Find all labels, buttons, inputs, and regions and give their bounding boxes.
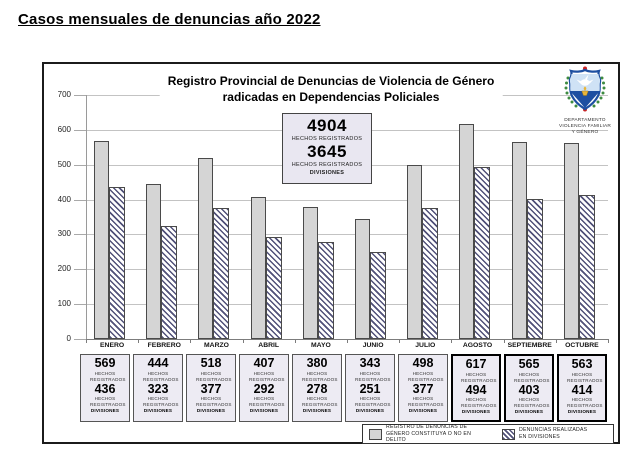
stat-divisiones-label: HECHOS REGISTRADOS	[567, 397, 603, 409]
chart-title	[160, 73, 503, 105]
y-tick-100	[74, 304, 86, 305]
y-axis-label-0: 0	[66, 334, 71, 343]
month-label-septiembre: SEPTIEMBRE	[507, 342, 552, 349]
stat-registered-value: 518	[200, 356, 222, 370]
shield-crest-icon	[563, 66, 607, 112]
totals-registered-value: 4904	[307, 116, 347, 135]
stat-divisiones-sublabel: DIVISIONES	[302, 408, 332, 414]
bar-registered-octubre	[564, 143, 579, 339]
y-tick-200	[74, 269, 86, 270]
y-axis-label-700: 700	[57, 90, 71, 99]
stat-divisiones-label: HECHOS REGISTRADOS	[249, 396, 285, 408]
stat-divisiones-value: 292	[253, 381, 275, 396]
totals-divisiones-value: 3645	[307, 142, 347, 162]
stat-registered-value: 569	[94, 356, 116, 370]
totals-registered-label: HECHOS REGISTRADOS	[291, 135, 363, 142]
y-tick-0	[74, 339, 86, 340]
stat-divisiones-sublabel: DIVISIONES	[567, 409, 597, 415]
stat-registered-value: 565	[518, 357, 540, 371]
stat-divisiones-sublabel: DIVISIONES	[514, 409, 544, 415]
month-stat-box-octubre	[557, 354, 607, 422]
stat-divisiones-sublabel: DIVISIONES	[461, 409, 491, 415]
legend-label-registered: REGISTRO DE DENUNCIAS DE GÉNERO CONSTITUYA O NO EN DELITO	[386, 423, 472, 444]
bar-registered-mayo	[303, 207, 318, 339]
stat-registered-label: HECHOS REGISTRADOS	[196, 370, 232, 382]
month-stat-box-marzo	[186, 354, 236, 422]
y-tick-300	[74, 234, 86, 235]
stat-divisiones-label: HECHOS REGISTRADOS	[514, 397, 550, 409]
stat-registered-label: HECHOS REGISTRADOS	[302, 370, 338, 382]
bar-divisiones-abril	[266, 237, 282, 339]
month-label-octubre: OCTUBRE	[565, 342, 599, 349]
stat-divisiones-value: 436	[94, 381, 116, 396]
chart-title-line1: Registro Provincial de Denuncias de Violencia de Género	[167, 74, 495, 88]
stat-divisiones-value: 377	[412, 381, 434, 396]
legend-label-divisiones: DENUNCIAS REALIZADAS EN DIVISIONES	[519, 427, 588, 440]
department-crest-logo	[542, 66, 628, 137]
y-tick-700	[74, 95, 86, 96]
legend-box	[362, 424, 614, 444]
stat-divisiones-label: HECHOS REGISTRADOS	[355, 396, 391, 408]
stat-divisiones-value: 403	[518, 382, 540, 397]
month-stat-box-junio	[345, 354, 395, 422]
legend-item-divisiones	[502, 427, 595, 441]
bar-registered-julio	[407, 165, 422, 339]
logo-caption-line2: VIOLENCIA FAMILIAR	[558, 124, 612, 130]
month-label-agosto: AGOSTO	[462, 342, 493, 349]
stat-divisiones-sublabel: DIVISIONES	[249, 408, 279, 414]
month-stat-box-julio	[398, 354, 448, 422]
month-label-marzo: MARZO	[204, 342, 229, 349]
stat-registered-label: HECHOS REGISTRADOS	[355, 370, 391, 382]
bar-divisiones-mayo	[318, 242, 334, 339]
month-stat-box-abril	[239, 354, 289, 422]
month-stat-box-febrero	[133, 354, 183, 422]
month-label-julio: JULIO	[415, 342, 436, 349]
totals-divisiones-sublabel: DIVISIONES	[309, 170, 345, 177]
y-tick-400	[74, 200, 86, 201]
y-tick-500	[74, 165, 86, 166]
stat-registered-value: 563	[571, 357, 593, 371]
bar-divisiones-marzo	[213, 208, 229, 339]
legend-swatch-solid-icon	[369, 429, 382, 440]
stat-registered-value: 444	[147, 356, 169, 370]
y-axis-label-400: 400	[57, 194, 71, 204]
bar-divisiones-octubre	[579, 195, 595, 339]
stat-registered-value: 407	[253, 356, 275, 370]
y-axis-label-600: 600	[57, 124, 71, 134]
legend-swatch-hatch-icon	[502, 429, 515, 440]
stat-divisiones-label: HECHOS REGISTRADOS	[461, 397, 497, 409]
y-tick-600	[74, 130, 86, 131]
stat-divisiones-label: HECHOS REGISTRADOS	[143, 396, 179, 408]
month-label-junio: JUNIO	[362, 342, 384, 349]
y-axis-label-300: 300	[57, 229, 71, 239]
stat-divisiones-value: 278	[306, 381, 328, 396]
stat-divisiones-label: HECHOS REGISTRADOS	[196, 396, 232, 408]
logo-caption-line3: Y GÉNERO	[571, 130, 599, 136]
month-stat-box-agosto	[451, 354, 501, 422]
stat-divisiones-sublabel: DIVISIONES	[143, 408, 173, 414]
chart-figure	[42, 62, 620, 444]
page-title: Casos mensuales de denuncias año 2022	[18, 11, 321, 28]
bar-registered-septiembre	[512, 142, 527, 339]
stat-divisiones-sublabel: DIVISIONES	[196, 408, 226, 414]
month-label-abril: ABRIL	[258, 342, 280, 349]
stat-registered-value: 343	[359, 356, 381, 370]
y-axis-label-500: 500	[57, 159, 71, 169]
stat-divisiones-sublabel: DIVISIONES	[355, 408, 385, 414]
bar-registered-enero	[94, 141, 109, 339]
bar-divisiones-septiembre	[527, 199, 543, 339]
legend-item-registered	[369, 424, 490, 444]
x-tick	[608, 339, 609, 343]
totals-divisiones-label: HECHOS REGISTRADOS	[291, 161, 363, 168]
stat-registered-label: HECHOS REGISTRADOS	[143, 370, 179, 382]
stat-divisiones-label: HECHOS REGISTRADOS	[408, 396, 444, 408]
bar-registered-abril	[251, 197, 266, 339]
stat-registered-label: HECHOS REGISTRADOS	[408, 370, 444, 382]
totals-box	[282, 113, 372, 184]
stat-divisiones-value: 377	[200, 381, 222, 396]
logo-caption	[542, 118, 628, 137]
stat-divisiones-sublabel: DIVISIONES	[90, 408, 120, 414]
month-stat-box-septiembre	[504, 354, 554, 422]
month-label-mayo: MAYO	[311, 342, 331, 349]
bar-registered-agosto	[459, 124, 474, 339]
bar-registered-junio	[355, 219, 370, 339]
month-stat-box-enero	[80, 354, 130, 422]
y-axis-label-100: 100	[57, 299, 71, 309]
month-label-febrero: FEBRERO	[147, 342, 181, 349]
bar-divisiones-agosto	[474, 167, 490, 339]
y-axis-label-200: 200	[57, 264, 71, 274]
stat-divisiones-label: HECHOS REGISTRADOS	[90, 396, 126, 408]
bar-registered-febrero	[146, 184, 161, 339]
bar-divisiones-julio	[422, 208, 438, 339]
stat-divisiones-value: 323	[147, 381, 169, 396]
stat-registered-value: 498	[412, 356, 434, 370]
bar-divisiones-enero	[109, 187, 125, 339]
bar-registered-marzo	[198, 158, 213, 339]
stat-divisiones-sublabel: DIVISIONES	[408, 408, 438, 414]
stat-divisiones-value: 494	[465, 382, 487, 397]
stat-divisiones-value: 251	[359, 381, 381, 396]
stat-divisiones-label: HECHOS REGISTRADOS	[302, 396, 338, 408]
y-axis-line	[86, 95, 87, 339]
stat-registered-value: 617	[465, 357, 487, 371]
stat-registered-label: HECHOS REGISTRADOS	[567, 371, 603, 383]
logo-caption-line1: DEPARTAMENTO	[564, 118, 606, 123]
bar-divisiones-junio	[370, 252, 386, 339]
stat-registered-label: HECHOS REGISTRADOS	[249, 370, 285, 382]
stat-divisiones-value: 414	[571, 382, 593, 397]
stat-registered-value: 380	[306, 356, 328, 370]
month-stat-box-mayo	[292, 354, 342, 422]
stat-registered-label: HECHOS REGISTRADOS	[514, 371, 550, 383]
stat-registered-label: HECHOS REGISTRADOS	[461, 371, 497, 383]
bar-divisiones-febrero	[161, 226, 177, 339]
chart-title-line2: radicadas en Dependencias Policiales	[222, 90, 440, 105]
month-label-enero: ENERO	[100, 342, 125, 349]
stat-registered-label: HECHOS REGISTRADOS	[90, 370, 126, 382]
